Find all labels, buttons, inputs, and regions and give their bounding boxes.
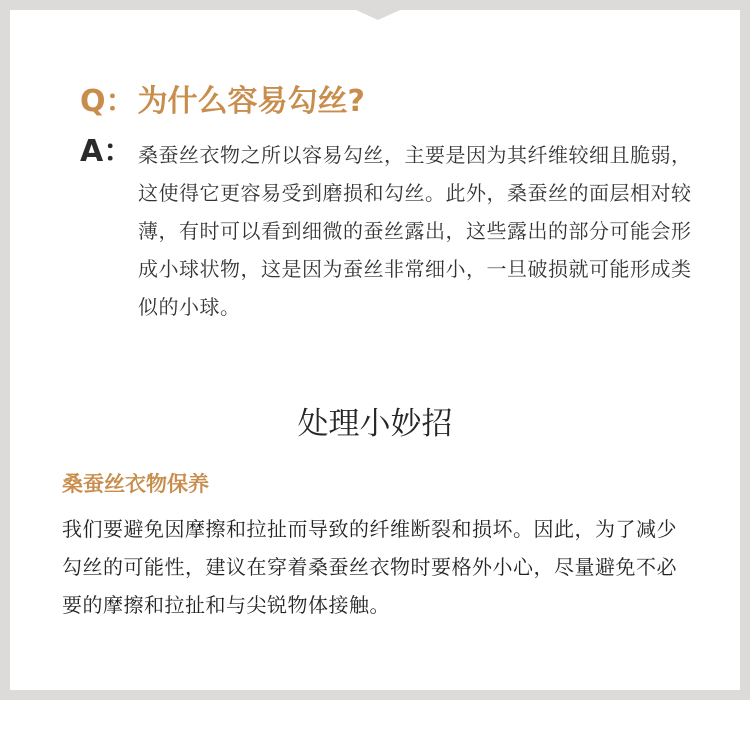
question-text: 为什么容易勾丝? <box>137 84 365 119</box>
tips-body: 我们要避免因摩擦和拉扯而导致的纤维断裂和损坏。因此，为了减少勾丝的可能性，建议在穿着桑蚕丝衣物时要格外小心，尽量避免不必要的摩擦和拉扯和与尖锐物体接触。 <box>62 517 677 617</box>
bottom-strip <box>0 700 750 729</box>
tips-title: 处理小妙招 <box>297 406 453 442</box>
question-heading <box>80 76 365 120</box>
question-prefix: Q： <box>80 84 136 119</box>
tips-subtitle: 桑蚕丝衣物保养 <box>62 472 209 496</box>
answer-prefix: A： <box>80 134 134 169</box>
answer-text: 桑蚕丝衣物之所以容易勾丝，主要是因为其纤维较细且脆弱，这使得它更容易受到磨损和勾丝。此外，桑蚕丝的面层相对较薄，有时可以看到细微的蚕丝露出，这些露出的部分可能会形成小球状物，这是因为蚕丝非常细小，一旦破损就可能形成类似的小球。 <box>138 143 692 319</box>
top-notch <box>356 10 400 20</box>
content-card <box>10 10 740 690</box>
